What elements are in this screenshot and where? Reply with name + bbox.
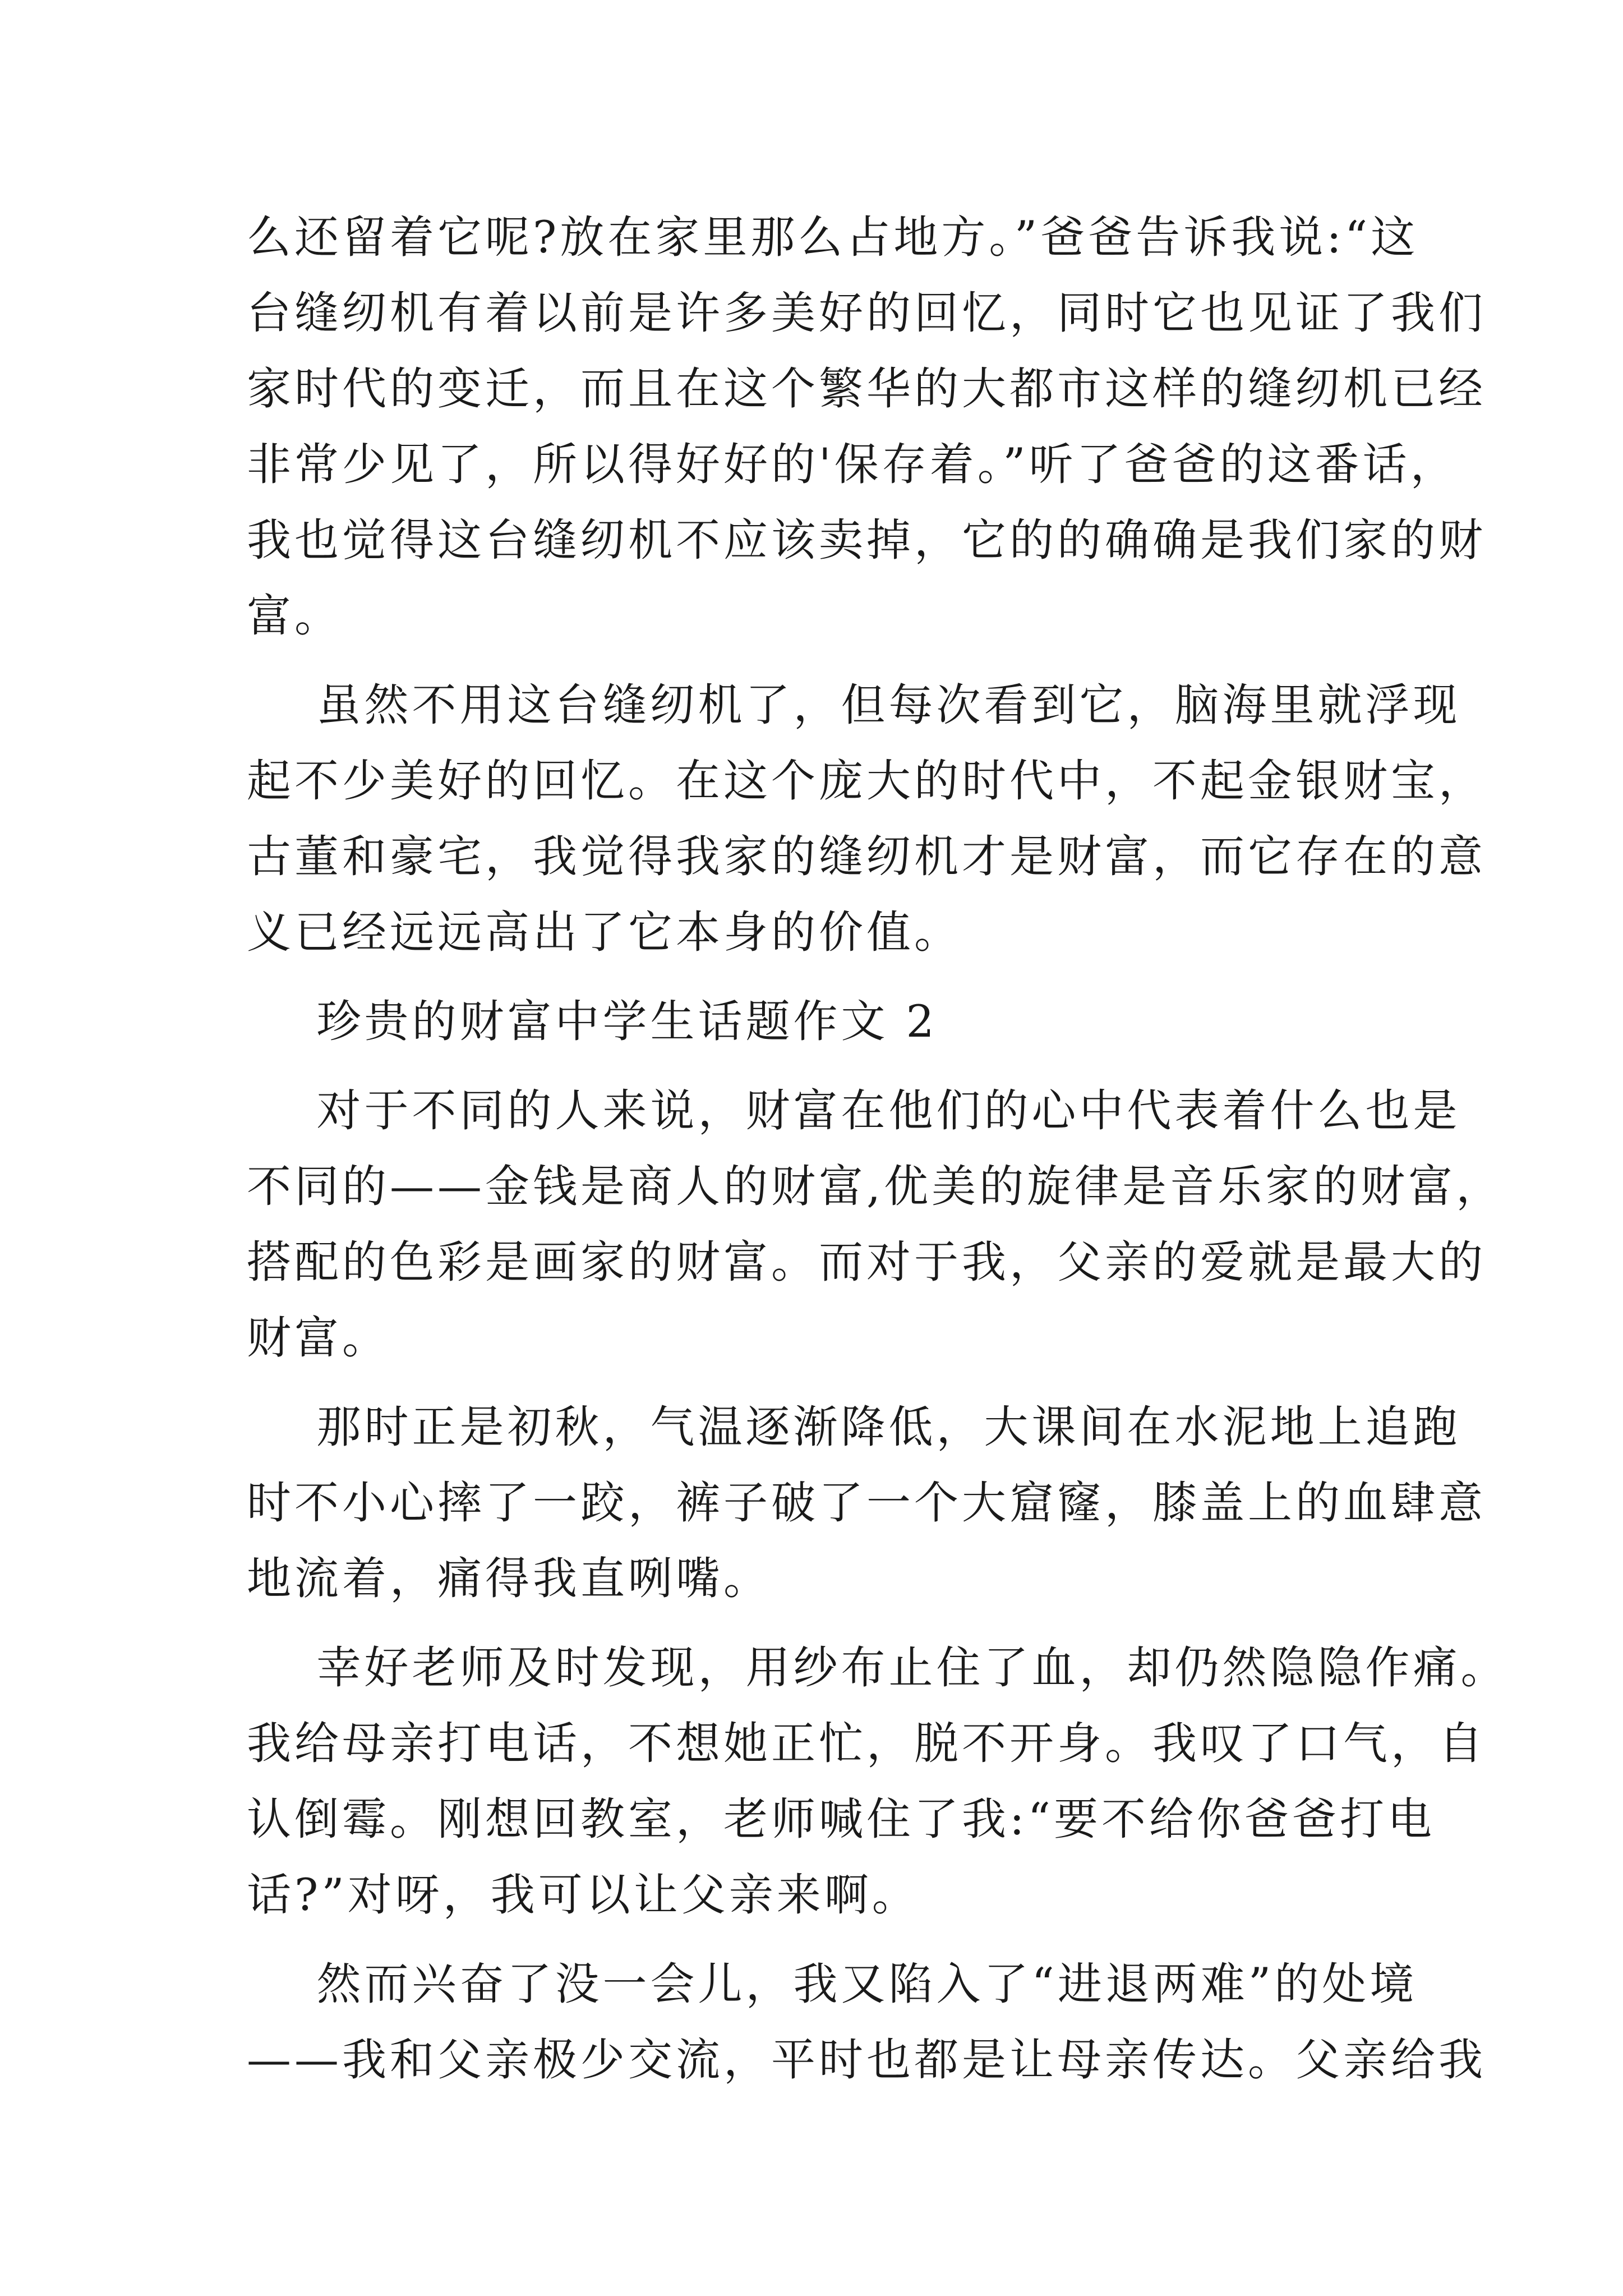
paragraph (247, 1947, 1486, 2098)
paragraph (247, 1389, 1486, 1617)
text-line: 么还留着它呢?放在家里那么占地方。”爸爸告诉我说:“这 (247, 211, 1419, 263)
paragraph (247, 1630, 1509, 1933)
text-line: 非常少见了，所以得好好的'保存着。”听了爸爸的这番话， (247, 439, 1458, 490)
text-line: 财富。 (247, 1312, 390, 1364)
text-line: 时不小心摔了一跤，裤子破了一个大窟窿，膝盖上的血肆意 (247, 1477, 1486, 1529)
text-line: 那时正是初秋，气温逐渐降低，大课间在水泥地上追跑 (247, 1401, 1461, 1453)
paragraph (247, 668, 1486, 970)
text-line: 然而兴奋了没一会儿，我又陷入了“进退两难”的处境 (247, 1958, 1418, 2010)
text-line: 搭配的色彩是画家的财富。而对于我，父亲的爱就是最大的 (247, 1236, 1486, 1288)
paragraph (247, 1073, 1504, 1376)
heading-line: 珍贵的财富中学生话题作文 2 (247, 996, 938, 1047)
text-line: 我也觉得这台缝纫机不应该卖掉，它的的确确是我们家的财 (247, 514, 1486, 566)
paragraph (247, 200, 1486, 654)
text-line: 家时代的变迁，而且在这个繁华的大都市这样的缝纫机已经 (247, 363, 1486, 415)
text-line: 话?”对呀，我可以让父亲来啊。 (247, 1869, 920, 1921)
text-line: 幸好老师及时发现，用纱布止住了血，却仍然隐隐作痛。 (247, 1642, 1509, 1694)
body-text (247, 200, 1509, 2098)
text-line: 起不少美好的回忆。在这个庞大的时代中，不起金银财宝， (247, 755, 1486, 807)
text-line: 富。 (247, 590, 342, 642)
text-line: 台缝纫机有着以前是许多美好的回忆，同时它也见证了我们 (247, 287, 1486, 339)
text-line: 对于不同的人来说，财富在他们的心中代表着什么也是 (247, 1085, 1461, 1137)
text-line: ——我和父亲极少交流，平时也都是让母亲传达。父亲给我 (247, 2034, 1486, 2086)
text-line: 义已经远远高出了它本身的价值。 (247, 907, 962, 958)
text-line: 虽然不用这台缝纫机了，但每次看到它，脑海里就浮现 (247, 679, 1461, 731)
text-line: 古董和豪宅，我觉得我家的缝纫机才是财富，而它存在的意 (247, 831, 1486, 882)
text-line: 地流着，痛得我直咧嘴。 (247, 1553, 771, 1604)
section-heading (247, 984, 1380, 1060)
text-line: 我给母亲打电话，不想她正忙，脱不开身。我叹了口气，自 (247, 1718, 1486, 1769)
text-line: 认倒霉。刚想回教室，老师喊住了我:“要不给你爸爸打电 (247, 1793, 1436, 1845)
text-line: 不同的——金钱是商人的财富,优美的旋律是音乐家的财富， (247, 1161, 1504, 1212)
